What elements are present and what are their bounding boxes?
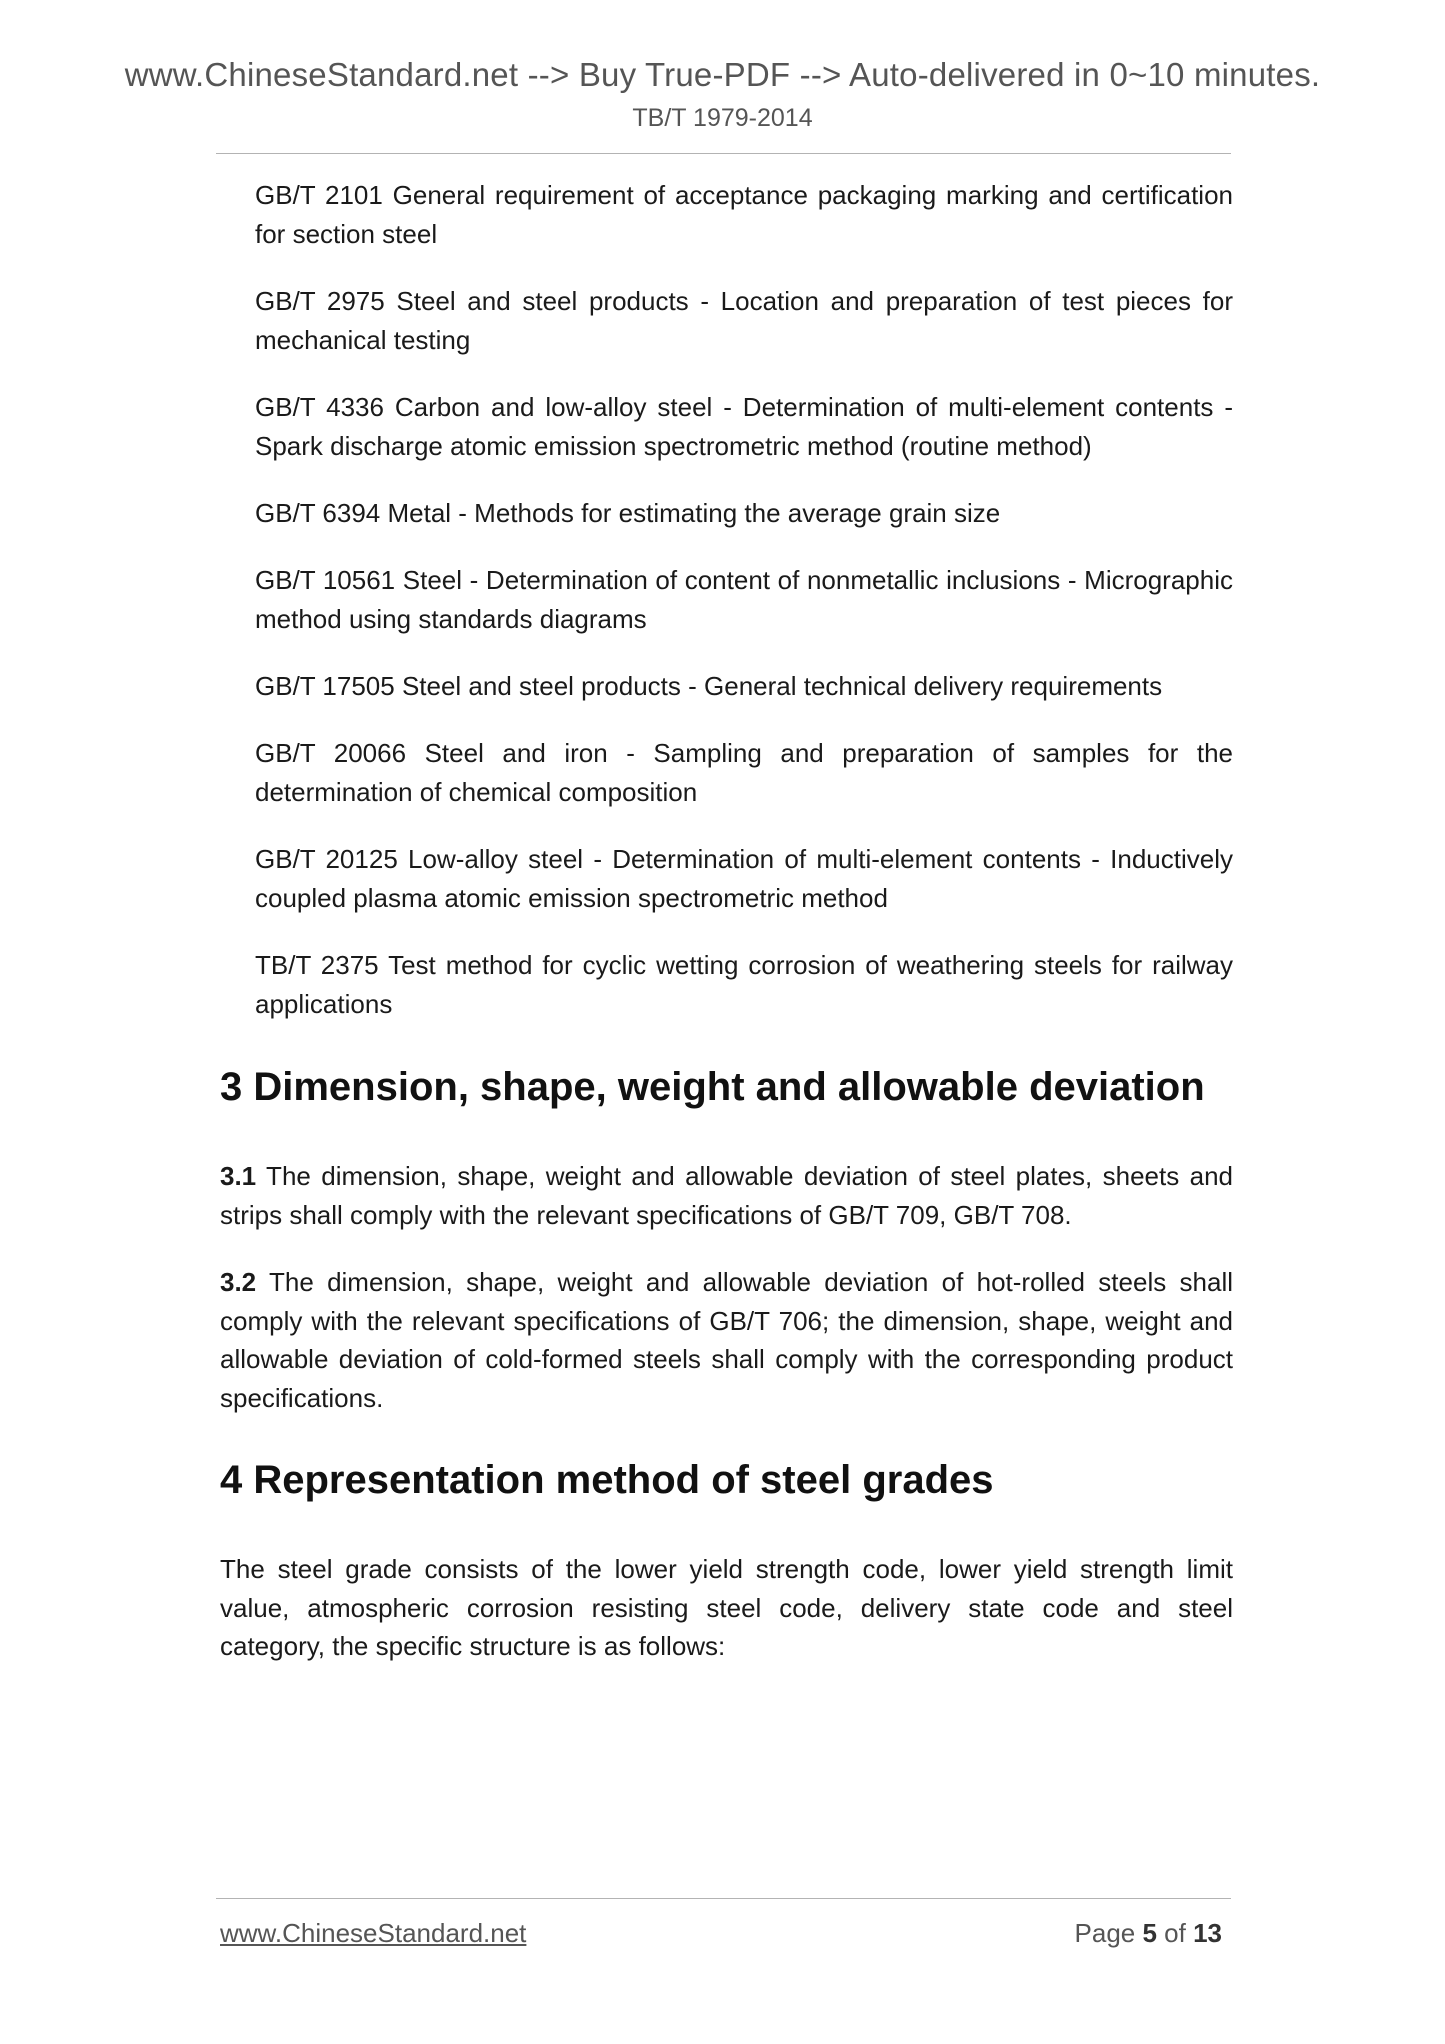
reference-gbt-6394: GB/T 6394 Metal - Methods for estimating the average grain size xyxy=(255,498,1001,528)
page-of: of xyxy=(1156,1918,1194,1948)
reference-gbt-2101: GB/T 2101 General requirement of acceptance packaging marking and certification for section steel xyxy=(255,180,1233,249)
header-banner: www.ChineseStandard.net --> Buy True-PDF --> Auto-delivered in 0~10 minutes. xyxy=(124,56,1321,93)
clause-3-2 xyxy=(220,1263,1233,1417)
clause-3-2-number: 3.2 xyxy=(220,1267,257,1297)
reference-gbt-10561: GB/T 10561 Steel - Determination of content of nonmetallic inclusions - Micrographic method using standards diagrams xyxy=(255,565,1233,634)
reference-gbt-2975: GB/T 2975 Steel and steel products - Location and preparation of test pieces for mechanical testing xyxy=(255,286,1233,355)
footer-website-link[interactable]: www.ChineseStandard.net xyxy=(220,1918,527,1948)
footer-divider xyxy=(216,1898,1231,1899)
clause-3-1-text: The dimension, shape, weight and allowable deviation of steel plates, sheets and strips shall comply with the relevant specifications of GB/T 709, GB/T 708. xyxy=(220,1161,1233,1230)
page-total: 13 xyxy=(1193,1918,1222,1948)
reference-gbt-20125: GB/T 20125 Low-alloy steel - Determination of multi-element contents - Inductively coupled plasma atomic emission spectrometric method xyxy=(255,844,1233,913)
header-divider xyxy=(216,153,1231,154)
clause-3-1 xyxy=(220,1157,1233,1234)
reference-gbt-4336: GB/T 4336 Carbon and low-alloy steel - Determination of multi-element contents - Spark discharge atomic emission spectrometric method (routine method) xyxy=(255,392,1233,461)
document-code: TB/T 1979-2014 xyxy=(632,104,813,132)
page-prefix: Page xyxy=(1074,1918,1143,1948)
section-4-paragraph: The steel grade consists of the lower yield strength code, lower yield strength limit value, atmospheric corrosion resisting steel code, delivery state code and steel category, the specific structure is as follows: xyxy=(220,1554,1233,1661)
page-current: 5 xyxy=(1142,1918,1157,1948)
section-3-heading: 3 Dimension, shape, weight and allowable deviation xyxy=(220,1065,1205,1109)
clause-3-1-number: 3.1 xyxy=(220,1161,257,1191)
reference-gbt-20066: GB/T 20066 Steel and iron - Sampling and preparation of samples for the determination of chemical composition xyxy=(255,738,1233,807)
section-4-heading: 4 Representation method of steel grades xyxy=(220,1458,994,1502)
reference-gbt-17505: GB/T 17505 Steel and steel products - General technical delivery requirements xyxy=(255,671,1163,701)
page-number xyxy=(1075,1918,1222,1949)
reference-tbt-2375: TB/T 2375 Test method for cyclic wetting corrosion of weathering steels for railway applications xyxy=(255,950,1233,1019)
clause-3-2-text: The dimension, shape, weight and allowable deviation of hot-rolled steels shall comply with the relevant specifications of GB/T 706; the dimension, shape, weight and allowable deviation of cold-formed steels shall comply with the corresponding product specifications. xyxy=(220,1267,1233,1413)
